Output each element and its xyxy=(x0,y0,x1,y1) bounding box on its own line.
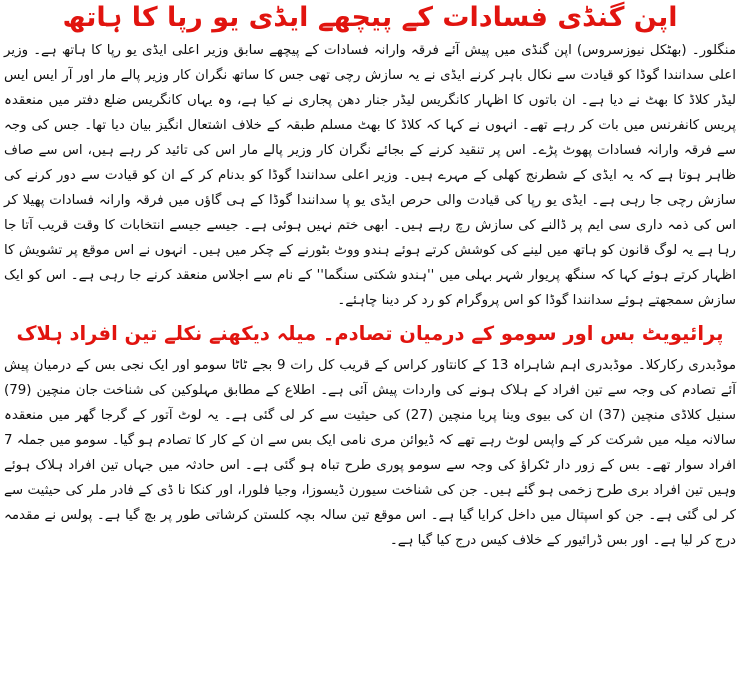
story1-headline: اپن گنڈی فسادات کے پیچھے ایڈی یو رپا کا ہاتھ xyxy=(62,2,678,33)
story2-headline: پرائیویٹ بس اور سومو کے درمیان تصادم۔ میلہ دیکھنے نکلے تین افراد ہلاک xyxy=(16,322,724,345)
story1-body: منگلور۔ (بھٹکل نیوزسروس) اپن گنڈی میں پیش آئے فرقہ وارانہ فسادات کے پیچھے سابق وزیر اعلی ایڈی یو رپا کا ہاتھ ہے۔ وزیر اعلی سدانندا گوڈا کو قیادت سے نکال باہر کرنے ایڈی نے یہ سازش رچی تھی جس کا ساتھ نگران کار وزیر پالے مار اور آر ایس ایس لیڈر کلاڈ کا بھٹ نے دیا ہے۔ ان باتوں کا اظہار کانگریس لیڈر جنار دھن پجاری نے کیا ہے، وہ یہاں کانگریس ضلع دفتر میں منعقدہ پریس کانفرنس میں بات کر رہے تھے۔ انہوں نے کہا کہ کلاڈ کا بھٹ مسلم طبقہ کے خلاف اشتعال انگیز بیان دیا تھا۔ جس کی وجہ سے فرقہ وارانہ فسادات پھوٹ پڑے۔ اس پر تنقید کرنے کے بجائے نگران کار وزیر پالے مار اس کی تائید کر رہے ہیں، اس سے صاف ظاہر ہوتا ہے کہ یہ ایڈی کے شطرنج کھلی کے مہرے ہیں۔ وزیر اعلی سدانندا گوڈا کو بدنام کر کے ان کو قیادت سے دور کرنے کی سازش رچی جا رہی ہے۔ ایڈی یو رپا کی قیادت والی حرص ایڈی یو پا سدانندا گوڈا کے ہی گاؤں میں فرقہ وارانہ فسادات پھیلا کر اس کی ذمہ داری سی ایم پر ڈالنے کی سازش رچ رہے ہیں۔ ابھی ختم نہیں ہوئی ہے۔ جیسے جیسے انتخابات کا وقت قریب آتا جا رہا ہے یہ لوگ قانون کو ہاتھ میں لینے کی کوشش کرتے ہوئے ہندو ووٹ بٹورنے کے چکر میں ہیں۔ انہوں نے اس موقع پر تشویش کا اظہار کرتے ہوئے کہا کہ سنگھ پریوار شہر بہلی میں ''ہندو شکتی سنگما'' کے نام سے اجلاس منعقد کرنے جا رہی ہے۔ اس کو ایک سازش سمجھتے ہوئے سدانندا گوڈا کو اس پروگرام کو رد کر دینا چاہئے۔ xyxy=(4,43,736,308)
story2-body: موڈبدری رکارکلا۔ موڈبدری اہم شاہراہ 13 کے کانتاور کراس کے قریب کل رات 9 بجے ٹاٹا سومو اور ایک نجی بس کے درمیان پیش آئے تصادم کی وجہ سے تین افراد کے ہلاک ہونے کی واردات پیش آئی ہے۔ اطلاع کے مطابق مہلوکین کی شناخت جان منچین (79) سنیل کلاڈی منچین (37) ان کی بیوی وینا پریا منچین (27) کی حیثیت سے کر لی گئی ہے۔ یہ لوٹ آتور کے گرجا گھر میں منعقدہ سالانہ میلہ میں شرکت کر کے واپس لوٹ رہے تھے کہ ڈیوائن مری نامی ایک بس سے ان کے کار کا تصادم ہو گیا۔ سومو میں جملہ 7 افراد سوار تھے۔ بس کے زور دار ٹکراؤ کی وجہ سے سومو پوری طرح تباہ ہو گئی ہے۔ اس حادثہ میں جہاں تین افراد ہلاک ہوئے وہیں تین افراد بری طرح زخمی ہو گئے ہیں۔ جن کی شناخت سیورن ڈیسوزا، وجیا فلورا، اور کنکا نا ڈی کے فادر ملر کی حیثیت سے کر لی گئی ہے۔ جن کو اسپتال میں داخل کرایا گیا ہے۔ اس موقع تین سالہ بچہ کلستن کرشاتی طور پر بچ گیا ہے۔ پولس نے مقدمہ درج کر لیا ہے۔ اور بس ڈرائیور کے خلاف کیس درج کیا گیا ہے۔ xyxy=(4,358,736,548)
